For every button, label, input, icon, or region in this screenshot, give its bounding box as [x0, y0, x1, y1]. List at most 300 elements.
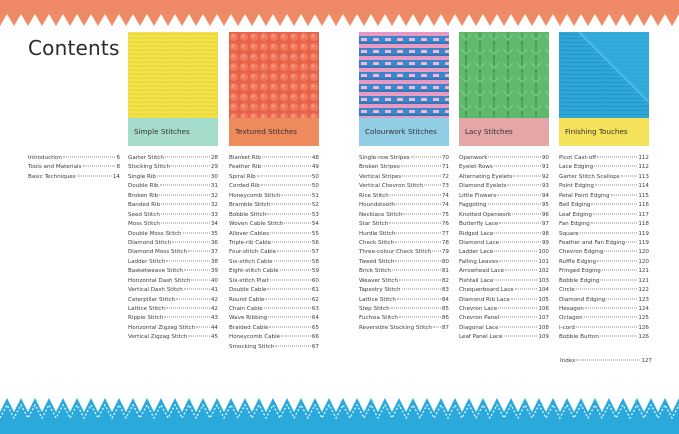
toc-entry-title: Round Cable	[229, 296, 265, 303]
toc-entry[interactable]	[128, 305, 218, 314]
toc-entry-page: 115	[638, 192, 649, 199]
toc-entry-page: 123	[638, 296, 649, 303]
toc-entry[interactable]	[229, 314, 319, 323]
toc-entry-title: Vertical Dash Stitch	[128, 287, 183, 294]
toc-entry[interactable]: Introduction 6	[28, 155, 120, 161]
toc-entry-page: 94	[541, 192, 549, 199]
toc-list-colourwork	[359, 154, 449, 333]
toc-entry[interactable]	[128, 154, 218, 163]
toc-entry-title: Caterpillar Stitch	[128, 296, 176, 303]
toc-entry[interactable]	[559, 182, 649, 191]
toc-entry[interactable]	[359, 230, 449, 239]
toc-entry-title: Butterfly Lace	[459, 221, 499, 228]
toc-entry[interactable]	[559, 192, 649, 201]
toc-entry-title: Ripple Stitch	[128, 315, 164, 322]
toc-entry-title: Alternating Eyelets	[459, 173, 513, 180]
toc-entry-page: 28	[210, 155, 218, 161]
toc-entry[interactable]	[559, 220, 649, 229]
toc-entry-page: 96	[541, 211, 549, 218]
toc-entry-page: 126	[638, 324, 649, 331]
toc-entry-page: 61	[311, 287, 319, 294]
toc-entry-page: 126	[638, 334, 649, 341]
toc-entry-title: Allover Cables	[229, 230, 269, 237]
toc-entry-page: 99	[541, 239, 549, 246]
toc-entry-page: 50	[311, 183, 319, 190]
toc-entry[interactable]	[459, 220, 549, 229]
toc-entry-page: 116	[638, 202, 649, 209]
toc-entry-page: 64	[311, 315, 319, 322]
toc-entry[interactable]	[128, 239, 218, 248]
swatch-image	[559, 32, 649, 118]
toc-entry-page: 71	[441, 164, 449, 171]
toc-entry-title: Double Cable	[229, 287, 267, 294]
toc-entry-page: 120	[638, 258, 649, 265]
toc-entry[interactable]	[459, 324, 549, 333]
toc-entry-page: 70	[441, 155, 449, 161]
section-label: Finishing Touches	[559, 118, 649, 146]
toc-entry-page: 124	[638, 306, 649, 312]
toc-entry[interactable]	[359, 258, 449, 267]
section-simple-stitches	[128, 32, 218, 146]
toc-entry-page: 106	[538, 306, 549, 312]
toc-entry-title: Lattice Stitch	[359, 296, 396, 303]
swatch-image	[359, 32, 449, 118]
toc-entry-page: 49	[311, 164, 319, 171]
toc-entry[interactable]	[229, 267, 319, 276]
toc-entry-title: Ladder Stitch	[128, 258, 166, 265]
toc-entry[interactable]	[229, 230, 319, 239]
toc-list-lacy	[459, 154, 549, 343]
toc-entry[interactable]	[128, 286, 218, 295]
toc-entry[interactable]	[229, 211, 319, 220]
toc-entry-title: Bobble Edging	[559, 277, 600, 284]
toc-entry[interactable]	[229, 201, 319, 210]
toc-entry-title: Knotted Openwork	[459, 211, 512, 218]
toc-entry[interactable]	[128, 277, 218, 286]
toc-entry[interactable]	[459, 286, 549, 295]
toc-entry[interactable]	[359, 277, 449, 286]
toc-entry[interactable]	[128, 192, 218, 201]
toc-entry-title: Honeycomb Stitch	[229, 192, 281, 199]
toc-entry-title: Reversible Stocking Stitch	[359, 324, 432, 331]
toc-entry-page: 100	[538, 249, 549, 256]
toc-entry-page: 79	[441, 249, 449, 256]
toc-entry-page: 117	[638, 211, 649, 218]
toc-entry-title: Fuchsia Stitch	[359, 315, 398, 322]
toc-entry-title: Leaf Panel Lace	[459, 334, 503, 341]
toc-entry[interactable]	[229, 333, 319, 342]
toc-entry-page: 55	[311, 230, 319, 237]
section-lacy-stitches	[459, 32, 549, 146]
toc-entry-title: Diamond Moss Stitch	[128, 249, 188, 256]
toc-entry[interactable]	[459, 192, 549, 201]
toc-entry[interactable]	[229, 324, 319, 333]
toc-entry[interactable]	[128, 211, 218, 220]
toc-entry[interactable]	[359, 163, 449, 172]
toc-entry[interactable]	[359, 173, 449, 182]
toc-entry[interactable]	[359, 296, 449, 305]
toc-entry-page: 90	[541, 155, 549, 161]
toc-entry[interactable]	[229, 296, 319, 305]
toc-entry-page: 101	[538, 258, 549, 265]
toc-entry-title: Corded Rib	[229, 183, 260, 190]
toc-entry-title: Faggoting	[459, 202, 487, 209]
toc-entry[interactable]	[559, 324, 649, 333]
toc-entry-title: Chevron Lace	[459, 306, 498, 312]
toc-entry-page: 80	[441, 258, 449, 265]
toc-entry[interactable]	[559, 277, 649, 286]
page-title: Contents	[28, 36, 120, 60]
index-entry[interactable]	[560, 357, 652, 366]
toc-entry-title: Vertical Chevron Stitch	[359, 183, 423, 190]
toc-entry-page: 77	[441, 230, 449, 237]
toc-entry-page: 92	[541, 173, 549, 180]
toc-entry-page: 122	[638, 287, 649, 294]
toc-entry[interactable]	[359, 324, 449, 333]
toc-entry[interactable]	[559, 201, 649, 210]
toc-entry-title: Lace Edging	[559, 164, 594, 171]
toc-entry-title: Diamond Rib Lace	[459, 296, 510, 303]
toc-entry-title: Braided Cable	[229, 324, 269, 331]
toc-entry-page: 81	[441, 268, 449, 275]
toc-entry-title: Bramble Stitch	[229, 202, 271, 209]
toc-entry-title: Eyelet Rows	[459, 164, 493, 171]
toc-entry-page: 60	[311, 277, 319, 284]
toc-entry-title: Broken Rib	[128, 192, 159, 199]
toc-entry-title: Petal Point Edging	[559, 192, 610, 199]
toc-entry-page: 59	[311, 268, 319, 275]
section-label: Lacy Stitches	[459, 118, 549, 146]
section-label: Textured Stitches	[229, 118, 319, 146]
bottom-zigzag-border	[0, 398, 679, 434]
section-finishing-touches	[559, 32, 649, 146]
toc-entry[interactable]	[559, 248, 649, 257]
toc-entry-title: Diamond Lace	[459, 239, 500, 246]
toc-entry-page: 40	[210, 277, 218, 284]
toc-entry[interactable]	[459, 182, 549, 191]
toc-entry-page: 83	[441, 287, 449, 294]
toc-entry-page: 66	[311, 334, 319, 341]
toc-entry[interactable]: Basic Techniques 14	[28, 173, 120, 180]
toc-entry-title: Houndstooth	[359, 202, 395, 209]
top-zigzag-border	[0, 0, 679, 26]
toc-entry-page: 98	[541, 230, 549, 237]
toc-entry[interactable]	[559, 258, 649, 267]
toc-entry-page: 93	[541, 183, 549, 190]
toc-entry-page: 119	[638, 230, 649, 237]
toc-entry[interactable]	[459, 201, 549, 210]
toc-entry-title: Garter Stitch	[128, 155, 164, 161]
toc-entry-page: 73	[441, 183, 449, 190]
toc-entry-title: Vertical Zigzag Stitch	[128, 334, 188, 341]
toc-entry-page: 37	[210, 249, 218, 256]
toc-entry-title: Falling Leaves	[459, 258, 499, 265]
toc-entry-page: 120	[638, 249, 649, 256]
toc-entry-page: 125	[638, 315, 649, 322]
toc-entry-title: Rice Stitch	[359, 192, 389, 199]
toc-entry[interactable]: Tools and Materials 8	[28, 164, 120, 171]
toc-entry[interactable]	[559, 305, 649, 314]
toc-entry[interactable]	[229, 305, 319, 314]
toc-entry[interactable]	[128, 230, 218, 239]
toc-entry-page: 50	[311, 173, 319, 180]
toc-entry-page: 97	[541, 221, 549, 228]
toc-entry[interactable]	[229, 343, 319, 352]
toc-entry-page: 87	[441, 324, 449, 331]
toc-entry[interactable]	[128, 220, 218, 229]
toc-entry-page: 84	[441, 296, 449, 303]
toc-entry-page: 36	[210, 239, 218, 246]
toc-entry-page: 74	[441, 202, 449, 209]
toc-entry[interactable]	[359, 220, 449, 229]
toc-entry-page: 42	[210, 296, 218, 303]
toc-entry-page: 91	[541, 164, 549, 171]
toc-entry-title: Diagonal Lace	[459, 324, 499, 331]
toc-entry-title: Basketweave Stitch	[128, 268, 183, 275]
toc-entry-page: 34	[210, 221, 218, 228]
toc-entry[interactable]	[559, 239, 649, 248]
toc-entry-title: Horizontal Dash Stitch	[128, 277, 191, 284]
toc-entry-page: 42	[210, 306, 218, 312]
toc-entry[interactable]	[229, 182, 319, 191]
toc-entry[interactable]	[459, 277, 549, 286]
toc-entry-page: 114	[638, 183, 649, 190]
toc-entry[interactable]	[459, 173, 549, 182]
toc-entry-page: 29	[210, 164, 218, 171]
toc-entry[interactable]	[128, 201, 218, 210]
toc-entry-title: Weaver Stitch	[359, 277, 399, 284]
toc-entry[interactable]	[559, 296, 649, 305]
toc-entry-title: Hexagon	[559, 306, 584, 312]
toc-entry-page: 86	[441, 315, 449, 322]
toc-entry[interactable]	[459, 267, 549, 276]
section-label: Colourwork Stitches	[359, 118, 449, 146]
toc-entry-title: Four-stitch Cable	[229, 249, 277, 256]
toc-entry-page: 45	[210, 334, 218, 341]
toc-entry[interactable]	[128, 173, 218, 182]
toc-entry-title: Tweed Stitch	[359, 258, 395, 265]
toc-entry-title: Spiral Rib	[229, 173, 256, 180]
toc-entry-page: 85	[441, 306, 449, 312]
toc-entry[interactable]	[559, 173, 649, 182]
toc-entry[interactable]	[359, 286, 449, 295]
toc-entry-title: Wave Ribbing	[229, 315, 268, 322]
toc-entry[interactable]	[359, 201, 449, 210]
toc-entry-page: 108	[538, 324, 549, 331]
toc-entry-page: 103	[538, 277, 549, 284]
toc-entry-title: Seed Stitch	[128, 211, 160, 218]
toc-entry-page: 72	[441, 173, 449, 180]
toc-entry-page: 54	[311, 221, 319, 228]
toc-entry-page: 52	[311, 202, 319, 209]
toc-entry[interactable]	[229, 239, 319, 248]
toc-entry[interactable]	[559, 286, 649, 295]
toc-entry-page: 38	[210, 258, 218, 265]
toc-entry[interactable]	[559, 154, 649, 163]
toc-entry-title: Diamond Eyelets	[459, 183, 507, 190]
toc-entry-page: 76	[441, 221, 449, 228]
toc-entry[interactable]	[359, 182, 449, 191]
toc-entry-title: Garter Stitch Scallops	[559, 173, 620, 180]
toc-entry[interactable]	[559, 211, 649, 220]
toc-entry[interactable]	[229, 163, 319, 172]
toc-entry-title: Circle	[559, 287, 575, 294]
toc-entry[interactable]	[128, 163, 218, 172]
toc-entry-title: Brick Stitch	[359, 268, 391, 275]
toc-entry-title: Single Rib	[128, 173, 156, 180]
toc-entry-page: 104	[538, 287, 549, 294]
toc-entry[interactable]	[359, 192, 449, 201]
toc-entry-page: 74	[441, 192, 449, 199]
swatch-image	[459, 32, 549, 118]
intro-list	[28, 154, 120, 182]
toc-entry[interactable]	[359, 305, 449, 314]
toc-entry-title: Double Moss Stitch	[128, 230, 182, 237]
toc-entry-page: 109	[538, 334, 549, 341]
toc-entry-title: Check Stitch	[359, 239, 395, 246]
toc-entry-title: Single-row Stripes	[359, 155, 410, 161]
toc-entry[interactable]	[128, 324, 218, 333]
toc-list-finishing	[559, 154, 649, 343]
toc-entry[interactable]	[128, 258, 218, 267]
toc-entry[interactable]	[559, 314, 649, 323]
toc-entry[interactable]	[359, 154, 449, 163]
toc-entry[interactable]	[459, 154, 549, 163]
toc-entry[interactable]	[359, 267, 449, 276]
toc-entry-title: Six-stitch Cable	[229, 258, 273, 265]
toc-entry-title: Octagon	[559, 315, 583, 322]
toc-entry-title: Diamond Stitch	[128, 239, 172, 246]
toc-entry[interactable]	[559, 267, 649, 276]
toc-entry[interactable]	[359, 211, 449, 220]
swatch-image	[229, 32, 319, 118]
toc-entry-title: Feather and Fan Edging	[559, 239, 626, 246]
toc-entry[interactable]	[229, 277, 319, 286]
toc-entry-page: 35	[210, 230, 218, 237]
toc-entry-title: Broken Stripes	[359, 164, 400, 171]
toc-entry-page: 107	[538, 315, 549, 322]
toc-entry-title: Square	[559, 230, 579, 237]
toc-entry-page: 58	[311, 258, 319, 265]
toc-entry[interactable]	[459, 211, 549, 220]
toc-entry-page: 62	[311, 296, 319, 303]
toc-entry-page: 56	[311, 239, 319, 246]
toc-entry[interactable]	[229, 286, 319, 295]
toc-entry-page: 75	[441, 211, 449, 218]
toc-entry-page: 63	[311, 306, 319, 312]
toc-entry-page: 48	[311, 155, 319, 161]
toc-entry-title: Diamond Edging	[559, 296, 606, 303]
toc-entry[interactable]	[459, 239, 549, 248]
toc-entry[interactable]	[559, 333, 649, 342]
toc-entry-page: 65	[311, 324, 319, 331]
toc-entry[interactable]	[459, 163, 549, 172]
toc-entry-title: Ridged Lace	[459, 230, 494, 237]
toc-entry-title: Hurdle Stitch	[359, 230, 396, 237]
toc-entry-title: Arrowhead Lace	[459, 268, 505, 275]
toc-entry-title: Ruffle Edging	[559, 258, 597, 265]
toc-entry-page: 41	[210, 287, 218, 294]
toc-entry[interactable]	[229, 192, 319, 201]
toc-entry-page: 102	[538, 268, 549, 275]
toc-entry-page: 33	[210, 211, 218, 218]
toc-entry-page: 57	[311, 249, 319, 256]
toc-entry[interactable]	[459, 296, 549, 305]
toc-entry-title: Chevron Edging	[559, 249, 604, 256]
section-colourwork-stitches	[359, 32, 449, 146]
toc-entry-page: 51	[311, 192, 319, 199]
toc-entry[interactable]	[128, 333, 218, 342]
toc-entry[interactable]	[128, 182, 218, 191]
toc-entry-page: 112	[638, 155, 649, 161]
toc-entry-title: Three-colour Check Stitch	[359, 249, 432, 256]
toc-entry-page: 82	[441, 277, 449, 284]
toc-entry-page: 78	[441, 239, 449, 246]
toc-entry-title: Star Stitch	[359, 221, 389, 228]
toc-entry-title: Chain Cable	[229, 306, 263, 312]
toc-entry-title: Fringed Edging	[559, 268, 601, 275]
toc-entry-title: Six-stitch Plait	[229, 277, 269, 284]
toc-entry[interactable]	[559, 163, 649, 172]
toc-entry[interactable]	[229, 248, 319, 257]
toc-entry-title: Woven Cable Stitch	[229, 221, 284, 228]
toc-entry-page: 39	[210, 268, 218, 275]
toc-entry-title: Chevron Panel	[459, 315, 500, 322]
toc-entry[interactable]	[229, 154, 319, 163]
toc-entry[interactable]	[359, 248, 449, 257]
toc-entry[interactable]	[229, 220, 319, 229]
toc-entry[interactable]	[459, 305, 549, 314]
toc-entry[interactable]	[229, 173, 319, 182]
toc-entry-page: 95	[541, 202, 549, 209]
toc-entry-page: 105	[538, 296, 549, 303]
toc-entry-page: 30	[210, 173, 218, 180]
toc-entry[interactable]	[229, 258, 319, 267]
toc-entry-page: 43	[210, 315, 218, 322]
toc-entry-title: Step Stitch	[359, 306, 390, 312]
index-page: 127	[641, 358, 652, 364]
toc-entry[interactable]	[128, 314, 218, 323]
toc-entry-title: Necklace Stitch	[359, 211, 403, 218]
toc-entry[interactable]	[459, 248, 549, 257]
toc-entry[interactable]	[459, 258, 549, 267]
toc-entry[interactable]	[559, 230, 649, 239]
index-label: Index	[560, 358, 576, 364]
toc-entry-title: Openwork	[459, 155, 488, 161]
toc-entry[interactable]	[359, 314, 449, 323]
toc-entry[interactable]	[459, 314, 549, 323]
toc-entry[interactable]	[128, 248, 218, 257]
toc-entry-title: Tapestry Stitch	[359, 287, 401, 294]
toc-entry-title: Triple-rib Cable	[229, 239, 272, 246]
toc-entry-title: Smocking Stitch	[229, 343, 275, 350]
toc-entry-title: Leaf Edging	[559, 211, 592, 218]
toc-entry-title: Stocking Stitch	[128, 164, 171, 171]
toc-list-textured	[229, 154, 319, 352]
toc-entry-page: 31	[210, 183, 218, 190]
toc-entry[interactable]	[359, 239, 449, 248]
toc-entry[interactable]	[459, 230, 549, 239]
toc-list-simple	[128, 154, 218, 343]
toc-entry[interactable]	[128, 296, 218, 305]
toc-entry-title: Eight-stitch Cable	[229, 268, 279, 275]
toc-entry-page: 32	[210, 202, 218, 209]
toc-entry-page: 32	[210, 192, 218, 199]
toc-entry[interactable]	[128, 267, 218, 276]
toc-entry-title: Horizontal Zigzag Stitch	[128, 324, 196, 331]
toc-entry[interactable]	[459, 333, 549, 342]
toc-entry-title: Ladder Lace	[459, 249, 494, 256]
